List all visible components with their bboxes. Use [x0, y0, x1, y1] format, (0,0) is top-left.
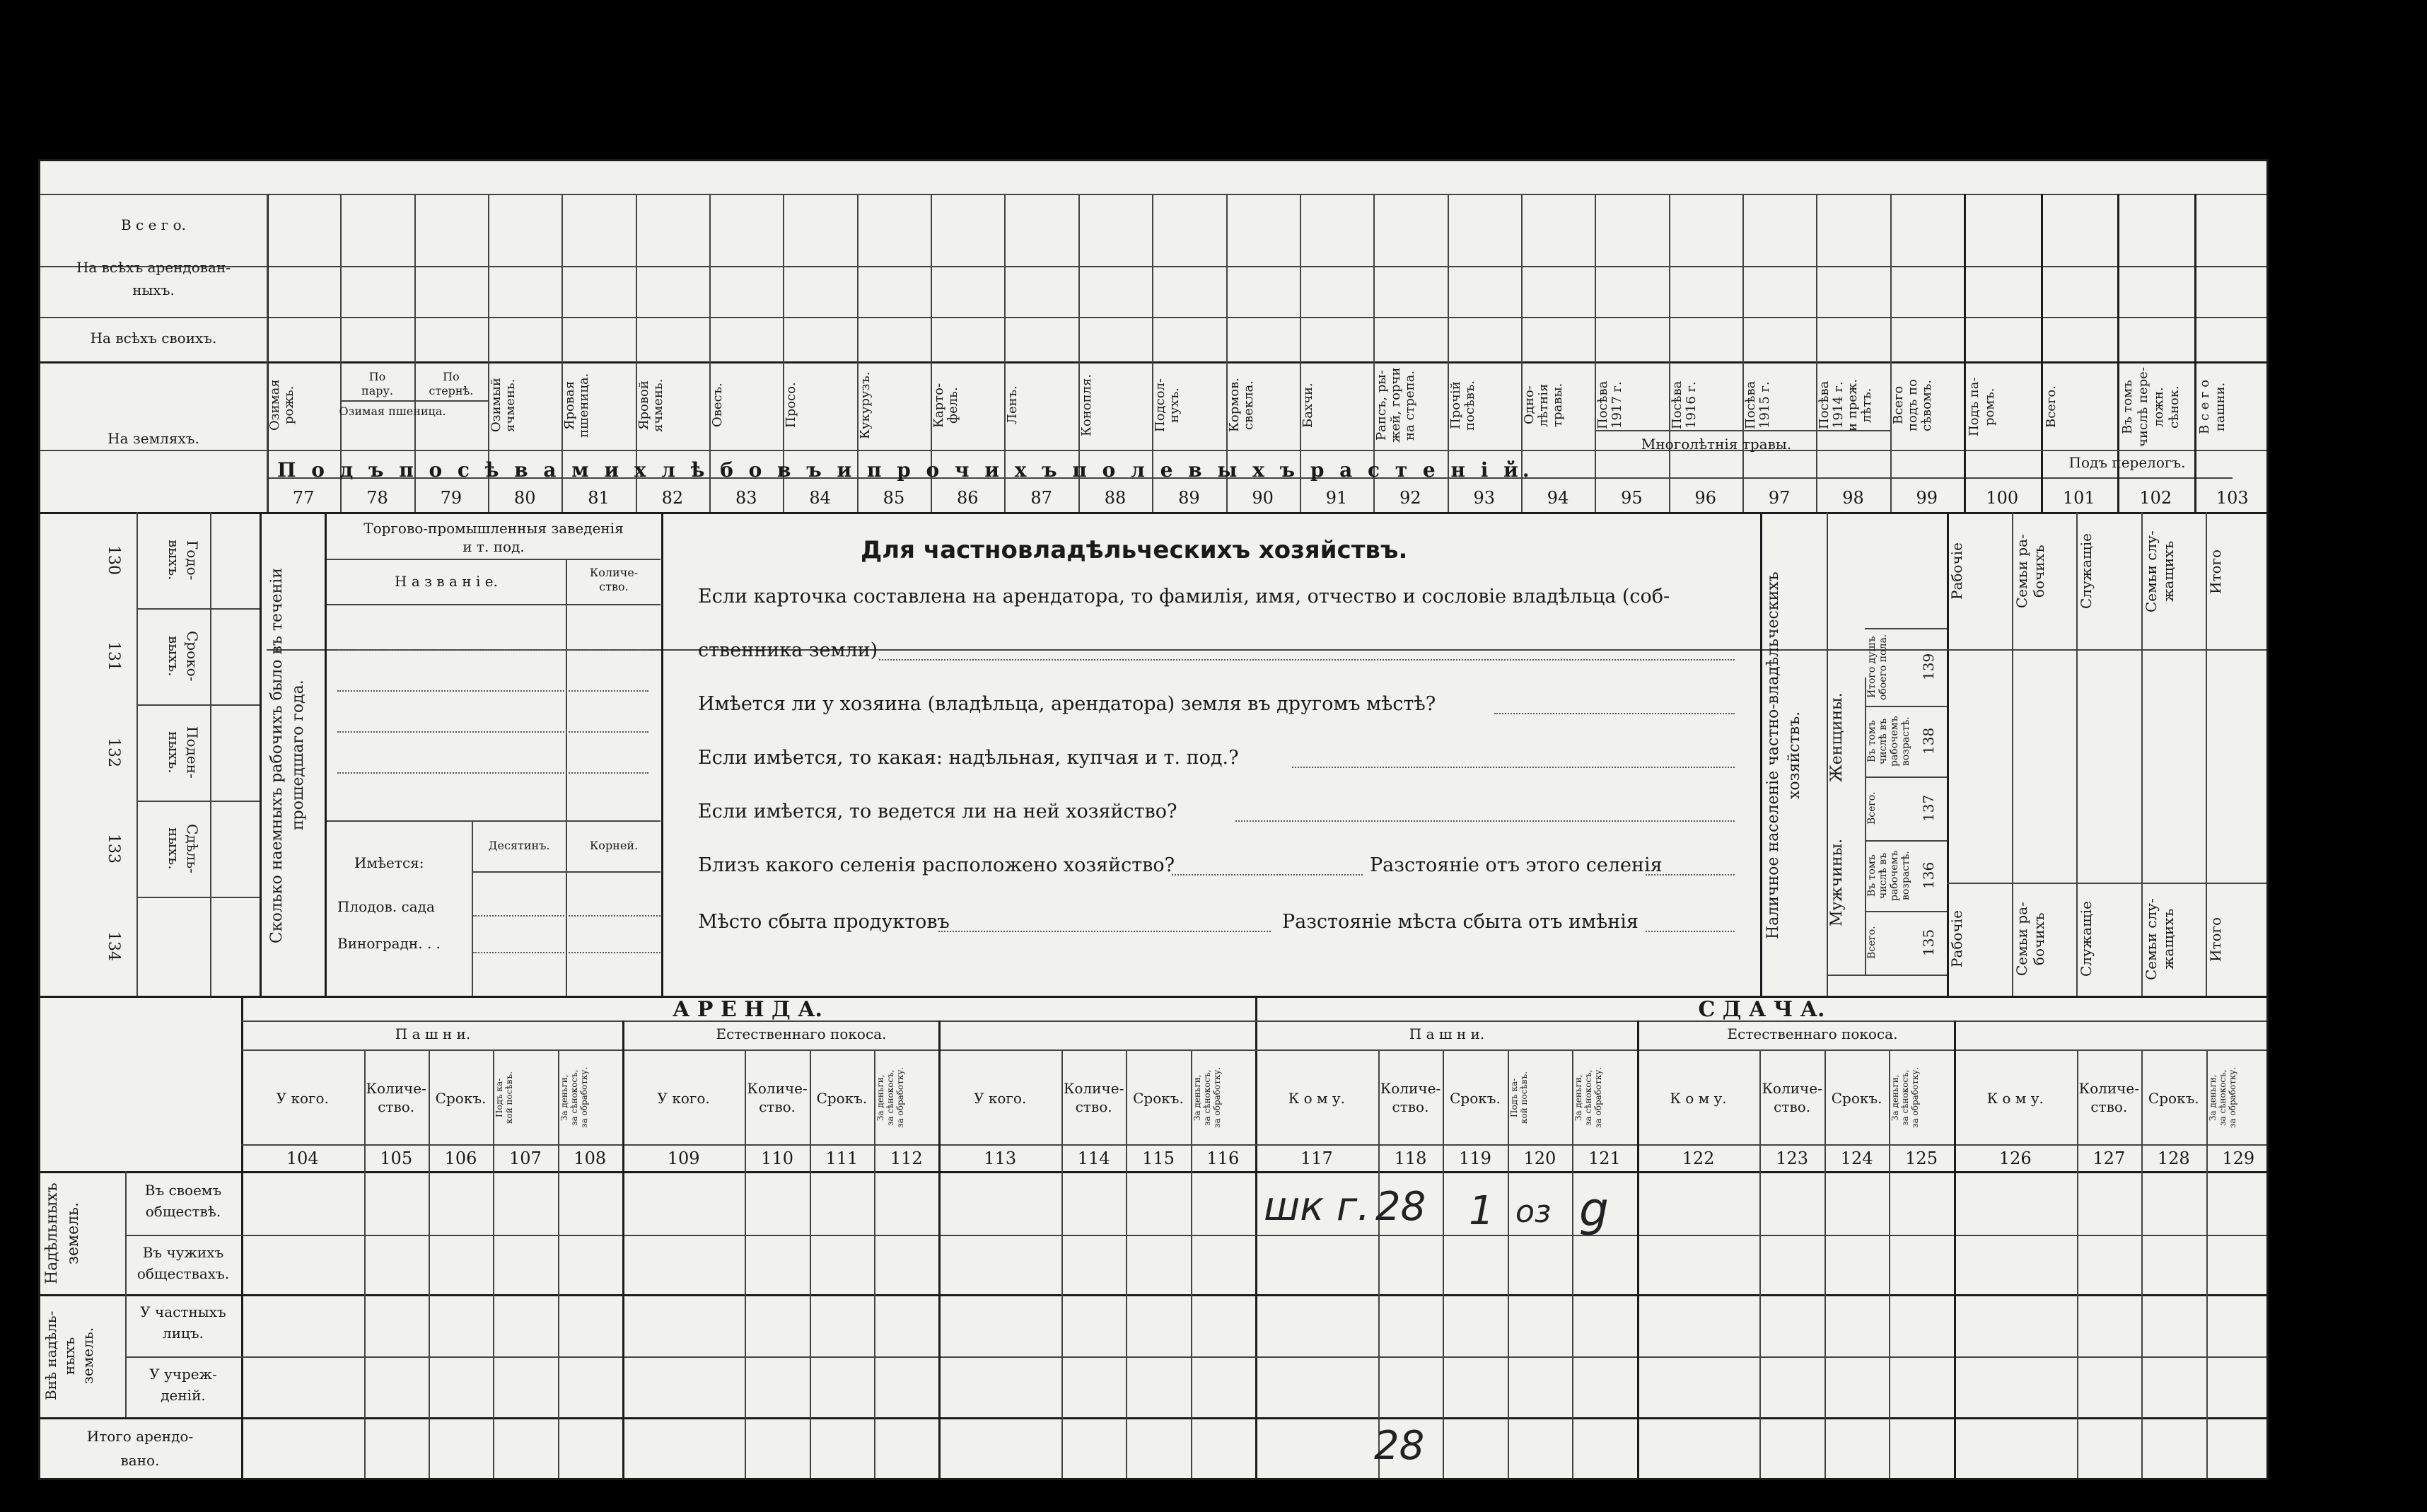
population-column-label: Всего.: [1866, 926, 1878, 960]
population-right-footer: Служащіе: [2078, 901, 2095, 977]
crop-column-number: 89: [1178, 488, 1200, 508]
rental-column-header: К о м у.: [1670, 1090, 1727, 1107]
crop-column-number: 99: [1916, 488, 1938, 508]
rental-column-number: 119: [1459, 1148, 1491, 1168]
sdacha-pashni: П а ш н и.: [1409, 1025, 1485, 1042]
crops-banner: П о д ъ п о с ѣ в а м и х л ѣ б о в ъ и п р о ч и х ъ п о л е в ы х ъ р а с т е н і й.: [277, 458, 1534, 482]
trade-title: Торгово-промышленныя заведенія и т. под.: [363, 520, 624, 555]
rental-column-number: 115: [1142, 1148, 1175, 1168]
rule: [260, 512, 262, 996]
population-side-label: Наличное населеніе частно-владѣльческихъ хозяйствъ.: [1764, 571, 1803, 939]
rental-column-header: За деньги, за сѣнокосъ, за обработку.: [1890, 1066, 1921, 1129]
crop-header: Конопля.: [1078, 373, 1094, 437]
rule: [1947, 649, 2269, 651]
worker-type-label: Сдѣль- ныхъ.: [165, 823, 201, 874]
rule: [241, 1144, 2269, 1146]
ozimaya-pshenitsa: Озимая пшеница.: [339, 405, 446, 418]
row-label-svoem: Въ своемъ обществѣ.: [144, 1182, 222, 1220]
rental-column-header: У кого.: [657, 1090, 710, 1107]
crop-column-number: 82: [661, 488, 684, 508]
rule: [1827, 975, 1947, 976]
population-column-number: 137: [1920, 794, 1937, 822]
population-right-header: Семьи слу- жащихъ: [2142, 530, 2177, 612]
rental-column-header: Подъ ка- кой посѣвъ.: [494, 1071, 515, 1124]
rental-column-number: 111: [825, 1148, 859, 1168]
population-right-header: Рабочіе: [1948, 542, 1965, 600]
crop-header: Овесъ.: [710, 383, 726, 428]
private-title: Для частновладѣльческихъ хозяйствъ.: [861, 536, 1408, 564]
crop-header: Посѣва 1916 г.: [1669, 380, 1699, 430]
right-column-number: 100: [1986, 488, 2019, 508]
population-column-number: 138: [1920, 727, 1937, 755]
rule: [1255, 996, 1257, 1480]
population-right-header: Семьи ра- бочихъ: [2013, 534, 2047, 609]
row-label-na-zemlyakh: На земляхъ.: [107, 430, 199, 447]
rental-column-header: За деньги, за сѣнокосъ, за обработку.: [559, 1066, 589, 1129]
crop-column-number: 87: [1030, 488, 1052, 508]
crop-header: Рапсъ, ры- жей, горчи на стрепа.: [1374, 367, 1418, 443]
crop-header: По пару.: [361, 370, 393, 397]
crop-header: Озимая рожь.: [267, 379, 296, 431]
row-label-uchrezhd: У учреж- деній.: [149, 1366, 217, 1404]
crop-column-number: 93: [1473, 488, 1495, 508]
rental-column-number: 105: [380, 1148, 413, 1168]
rule: [337, 772, 648, 774]
worker-column-number: 131: [105, 641, 122, 671]
rule: [1865, 628, 1947, 629]
rule: [40, 512, 2269, 514]
mnogoletnie-travy: Многолѣтнія травы.: [1641, 436, 1792, 453]
crop-header: Кукурузъ.: [857, 371, 873, 439]
rule: [136, 512, 138, 996]
vnenadel-group-label: Внѣ надѣль- ныхъ земель.: [42, 1310, 96, 1401]
plodov-sad-label: Плодов. сада: [337, 898, 435, 915]
crop-header: Одно- лѣтнія травы.: [1521, 383, 1565, 428]
women-label: Женщины.: [1828, 692, 1846, 783]
crop-header: Яровая пшеница.: [562, 373, 592, 438]
q1-text: Если карточка составлена на арендатора, то фамилія, имя, отчество и сословіе владѣльца (соб-: [698, 586, 1670, 607]
rule: [40, 1294, 2269, 1296]
rule: [40, 361, 2269, 364]
rental-column-number: 117: [1300, 1148, 1333, 1168]
rule: [136, 801, 260, 802]
nadel-group-label: Надѣльныхъ земель.: [43, 1182, 82, 1284]
column-rule: [2041, 194, 2043, 512]
pod-perelog: Подъ перелогъ.: [2068, 454, 2186, 471]
q1b-text: ственника земли): [698, 639, 878, 661]
right-header: Подъ па- ромъ.: [1967, 377, 1997, 437]
worker-type-label: Сроко- выхъ.: [165, 631, 201, 682]
trade-qty-header: Количе- ство.: [589, 566, 639, 593]
crop-column-number: 96: [1694, 488, 1717, 508]
crop-header: Посѣва 1915 г.: [1742, 380, 1772, 430]
rental-column-number: 126: [1998, 1148, 2032, 1168]
rule: [327, 559, 660, 560]
rental-column-header: Срокъ.: [816, 1090, 868, 1107]
row-label-chuzhikh: Въ чужихъ обществахъ.: [136, 1244, 230, 1282]
crop-header: Посѣва 1917 г.: [1595, 380, 1625, 430]
crop-header: По стернѣ.: [429, 370, 474, 397]
census-card: [38, 159, 2269, 1480]
rental-column-header: За деньги, за сѣнокосъ, за обработку.: [2207, 1066, 2237, 1129]
row-label-svoi: На всѣхъ своихъ.: [90, 330, 217, 347]
right-column-number: 101: [2062, 488, 2095, 508]
rule: [1865, 777, 1947, 778]
arenda-pokos: Естественнаго покоса.: [716, 1025, 887, 1042]
hand-plata: g: [1579, 1182, 1609, 1237]
rule: [125, 1356, 2269, 1358]
column-rule: [267, 194, 268, 512]
korney-header: Корней.: [589, 839, 639, 852]
answer-line: [1292, 767, 1735, 768]
rental-column-number: 107: [508, 1148, 542, 1168]
crop-column-number: 77: [292, 488, 315, 508]
rental-column-number: 106: [444, 1148, 477, 1168]
rental-column-number: 110: [761, 1148, 793, 1168]
rule: [337, 649, 648, 651]
rental-column-number: 112: [890, 1148, 923, 1168]
crop-column-number: 85: [883, 488, 905, 508]
population-column-number: 139: [1920, 653, 1937, 681]
rental-column-header: Подъ ка- кой посѣвъ.: [1508, 1071, 1529, 1124]
population-column-number: 136: [1920, 861, 1937, 890]
workers-side-label: Сколько наемныхъ рабочихъ было въ теченіи прошедшаго года.: [268, 567, 307, 943]
crop-column-number: 80: [513, 488, 536, 508]
rule: [136, 608, 260, 610]
q5a-text: Близъ какого селенія расположено хозяйство?: [698, 854, 1175, 876]
column-rule: [1824, 1049, 1826, 1480]
crop-column-number: 86: [957, 488, 979, 508]
vinograd-label: Виноградн. . .: [337, 935, 441, 952]
rental-column-number: 113: [984, 1148, 1017, 1168]
q4-text: Если имѣется, то ведется ли на ней хозяйство?: [698, 801, 1177, 822]
answer-line: [938, 931, 1271, 932]
rental-column-number: 128: [2157, 1148, 2190, 1168]
right-column-number: 103: [2216, 488, 2249, 508]
answer-line: [1172, 874, 1363, 876]
crop-column-number: 97: [1768, 488, 1791, 508]
answer-line: [1646, 874, 1735, 876]
crop-column-number: 92: [1399, 488, 1421, 508]
rental-column-header: Количе- ство.: [2078, 1080, 2139, 1115]
column-rule: [429, 1049, 430, 1480]
row-label-vsego: В с е г о.: [120, 216, 187, 233]
crop-header: Прочій посѣвъ.: [1448, 380, 1477, 431]
right-header: Всего.: [2043, 385, 2059, 429]
rental-column-header: У кого.: [276, 1090, 329, 1107]
crop-column-number: 81: [588, 488, 610, 508]
rental-column-header: За деньги, за сѣнокосъ, за обработку.: [1573, 1066, 1604, 1129]
rental-column-header: Количе- ство.: [747, 1080, 808, 1115]
rental-column-number: 129: [2222, 1148, 2255, 1168]
rental-column-header: К о м у.: [1986, 1090, 2044, 1107]
rule: [40, 194, 2269, 195]
row-label-chastnykh: У частныхъ лицъ.: [140, 1303, 226, 1342]
sdacha-pokos: Естественнаго покоса.: [1727, 1025, 1898, 1042]
hand-srok: 1: [1469, 1188, 1494, 1234]
q2-text: Имѣется ли у хозяина (владѣльца, арендатора) земля въ другомъ мѣстѣ?: [698, 693, 1436, 715]
rule: [566, 559, 567, 820]
crop-column-number: 84: [809, 488, 831, 508]
rental-column-number: 114: [1077, 1148, 1110, 1168]
population-right-footer: Семьи ра- бочихъ: [2013, 902, 2047, 977]
rule: [40, 1417, 2269, 1419]
hand-posev: оз: [1515, 1194, 1552, 1230]
rental-column-header: Срокъ.: [1831, 1090, 1882, 1107]
trade-name-header: Н а з в а н і е.: [395, 573, 498, 590]
rental-column-number: 120: [1523, 1148, 1556, 1168]
rental-column-header: Количе- ство.: [1762, 1080, 1822, 1115]
right-header: В с е г о пашни.: [2196, 379, 2228, 435]
rental-column-header: К о м у.: [1288, 1090, 1346, 1107]
rule: [2041, 450, 2194, 451]
rental-column-header: Срокъ.: [435, 1090, 487, 1107]
population-right-header: Итого: [2207, 549, 2225, 594]
column-rule: [1443, 1049, 1444, 1480]
rental-column-header: Срокъ.: [2148, 1090, 2199, 1107]
right-header: Въ томъ числѣ пере- ложн. сѣнок.: [2120, 367, 2182, 447]
population-column-label: Всего.: [1866, 791, 1878, 825]
rental-column-header: У кого.: [974, 1090, 1027, 1107]
population-column-label: Въ томъ числѣ въ рабочемъ возрастѣ.: [1866, 850, 1911, 901]
arenda-pashni: П а ш н и.: [395, 1025, 471, 1042]
column-rule: [1126, 1049, 1127, 1480]
column-rule: [810, 1049, 811, 1480]
rule: [136, 704, 260, 706]
rule: [1865, 840, 1947, 842]
column-rule: [2141, 1049, 2143, 1480]
rule: [1865, 911, 1947, 912]
crop-header: Ленъ.: [1005, 385, 1020, 425]
rule: [241, 1049, 2269, 1051]
rental-column-number: 104: [286, 1148, 319, 1168]
rental-column-header: За деньги, за сѣнокосъ, за обработку.: [875, 1066, 906, 1129]
hand-qty: 28: [1375, 1184, 1426, 1230]
imeetsya-label: Имѣется:: [354, 854, 424, 871]
crop-header: Яровой ячмень.: [636, 378, 665, 432]
rental-column-number: 118: [1394, 1148, 1427, 1168]
population-column-label: Итого душъ обоего пола.: [1866, 634, 1889, 700]
answer-line: [1646, 931, 1735, 932]
desyatin-header: Десятинъ.: [488, 839, 550, 852]
worker-type-label: [145, 902, 202, 990]
crop-column-number: 98: [1842, 488, 1864, 508]
crop-header: Карто- фель.: [931, 383, 961, 428]
rental-column-header: Количе- ство.: [1380, 1080, 1441, 1115]
crop-column-number: 91: [1325, 488, 1348, 508]
hand-komu: шк г.: [1264, 1184, 1370, 1230]
rule: [1947, 883, 2269, 884]
rule: [210, 512, 211, 996]
rental-column-number: 122: [1682, 1148, 1715, 1168]
worker-column-number: 134: [105, 931, 122, 961]
rule: [337, 690, 648, 692]
population-right-footer: Итого: [2207, 917, 2225, 962]
population-right-footer: Семьи слу- жащихъ: [2142, 898, 2177, 980]
crop-header: Подсол- нухъ.: [1153, 378, 1182, 433]
crop-column-number: 90: [1252, 488, 1274, 508]
crop-column-number: 79: [440, 488, 462, 508]
rental-column-header: Количе- ство.: [366, 1080, 426, 1115]
q6a-text: Мѣсто сбыта продуктовъ: [698, 911, 950, 933]
sdacha-title: С Д А Ч А.: [1698, 997, 1825, 1022]
worker-type-label: Годо- выхъ.: [165, 540, 201, 581]
rule: [40, 1171, 2269, 1173]
population-column-number: 135: [1920, 929, 1937, 957]
rental-column-number: 121: [1588, 1148, 1621, 1168]
worker-type-label: Поден- ныхъ.: [165, 726, 201, 779]
crop-column-number: 78: [366, 488, 388, 508]
rental-column-header: Срокъ.: [1133, 1090, 1184, 1107]
population-column-label: Въ томъ числѣ въ рабочемъ возрастѣ.: [1866, 716, 1911, 767]
row-label-itogo: Итого арендо- вано.: [86, 1428, 194, 1469]
crop-header: Просо.: [784, 382, 799, 429]
rule: [1865, 706, 1947, 707]
rule: [473, 915, 660, 917]
worker-column-number: 132: [105, 738, 122, 767]
q5b-text: Разстояніе отъ этого селенія: [1370, 854, 1663, 876]
answer-line: [879, 659, 1735, 661]
hand-itogo-qty: 28: [1374, 1423, 1425, 1469]
crop-header: Всего подъ по сѣвомъ.: [1890, 379, 1934, 431]
q3-text: Если имѣется, то какая: надѣльная, купчая и т. под.?: [698, 747, 1239, 769]
crop-column-number: 83: [735, 488, 757, 508]
crop-header: Кормов. свекла.: [1226, 378, 1256, 433]
crop-column-number: 94: [1547, 488, 1569, 508]
rental-column-header: За деньги, за сѣнокосъ, за обработку.: [1192, 1066, 1222, 1129]
population-right-header: Служащіе: [2078, 533, 2095, 610]
rental-column-header: Срокъ.: [1450, 1090, 1501, 1107]
men-label: Мужчины.: [1828, 838, 1846, 927]
rule: [340, 400, 488, 402]
rule: [327, 604, 660, 605]
worker-column-number: 130: [105, 545, 122, 575]
right-column-number: 102: [2139, 488, 2172, 508]
q6b-text: Разстояніе мѣста сбыта отъ имѣнія: [1282, 911, 1639, 933]
rule: [136, 897, 260, 898]
rental-column-header: Количе- ство.: [1063, 1080, 1124, 1115]
crop-column-number: 88: [1104, 488, 1127, 508]
rule: [327, 820, 660, 822]
rule: [661, 512, 663, 996]
rule: [241, 996, 243, 1480]
rental-column-number: 125: [1905, 1148, 1938, 1168]
rental-column-number: 109: [667, 1148, 700, 1168]
rental-column-number: 123: [1776, 1148, 1809, 1168]
rule: [473, 952, 660, 953]
rule: [40, 317, 2269, 318]
rental-column-number: 127: [2093, 1148, 2126, 1168]
rule: [337, 731, 648, 733]
crop-header: Озимый ячмень.: [489, 378, 518, 433]
population-right-footer: Рабочіе: [1948, 910, 1965, 968]
rule: [40, 266, 2269, 267]
rental-column-number: 108: [574, 1148, 607, 1168]
row-label-arend: На всѣхъ арендован- ныхъ.: [76, 259, 231, 298]
worker-column-number: 133: [105, 834, 122, 863]
answer-line: [1235, 820, 1735, 822]
rule: [472, 871, 660, 873]
crop-column-number: 95: [1621, 488, 1643, 508]
answer-line: [1494, 713, 1735, 714]
rule: [1760, 512, 1762, 996]
crop-header: Бахчи.: [1300, 383, 1315, 428]
crop-header: Посѣва 1914 г. и преж. лѣтъ.: [1817, 378, 1875, 432]
rule: [40, 450, 2269, 451]
rental-column-number: 124: [1840, 1148, 1873, 1168]
rule: [125, 1235, 2269, 1236]
arenda-title: А Р Е Н Д А.: [673, 997, 822, 1022]
rental-column-number: 116: [1206, 1148, 1240, 1168]
rule: [1595, 430, 1890, 431]
